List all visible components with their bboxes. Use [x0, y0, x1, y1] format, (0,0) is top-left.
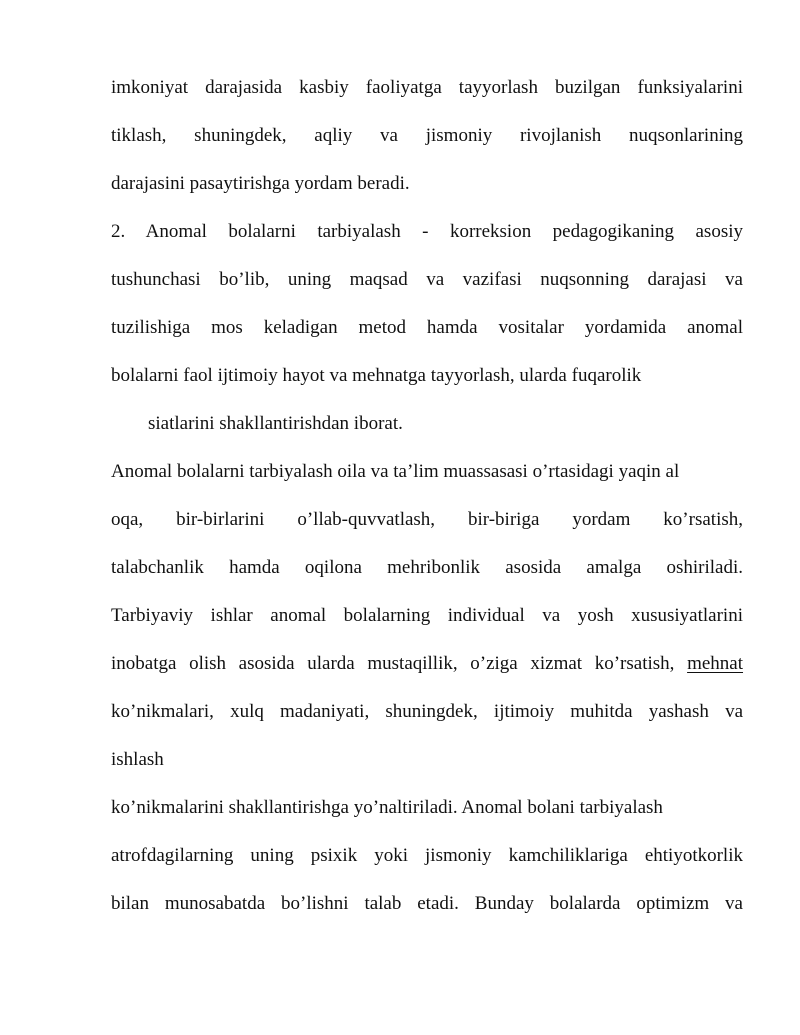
text-line-6: tuzilishiga mos keladigan metod hamda vositalar yordamida anomal	[111, 317, 743, 338]
text-line-2: tiklash, shuningdek, aqliy va jismoniy rivojlanish nuqsonlarining	[111, 125, 743, 146]
text-line-5: tushunchasi bo’lib, uning maqsad va vazifasi nuqsonning darajasi va	[111, 269, 743, 290]
text-line-18: bilan munosabatda bo’lishni talab etadi. Bunday bolalarda optimizm va	[111, 893, 743, 914]
text-line-9: Anomal bolalarni tarbiyalash oila va ta’lim muassasasi o’rtasidagi yaqin al	[111, 461, 680, 482]
text-line-13-body: inobatga olish asosida ularda mustaqillik, o’ziga xizmat ko’rsatish,	[111, 653, 675, 674]
text-line-12: Tarbiyaviy ishlar anomal bolalarning individual va yosh xususiyatlarini	[111, 605, 743, 626]
underlined-word: mehnat	[687, 653, 744, 674]
text-line-8: siatlarini shakllantirishdan iborat.	[148, 413, 403, 434]
text-line-1: imkoniyat darajasida kasbiy faoliyatga tayyorlash buzilgan funksiyalarini	[111, 77, 743, 98]
text-line-16: ko’nikmalarini shakllantirishga yo’naltiriladi. Anomal bolani tarbiyalash	[111, 797, 663, 818]
text-line-13	[111, 651, 743, 677]
text-line-14: ko’nikmalari, xulq madaniyati, shuningdek, ijtimoiy muhitda yashash va	[111, 701, 743, 722]
text-line-7: bolalarni faol ijtimoiy hayot va mehnatga tayyorlash, ularda fuqarolik	[111, 365, 642, 386]
text-line-11: talabchanlik hamda oqilona mehribonlik asosida amalga oshiriladi.	[111, 557, 743, 578]
text-line-10: oqa, bir-birlarini o’llab-quvvatlash, bir-biriga yordam ko’rsatish,	[111, 509, 743, 530]
text-line-17: atrofdagilarning uning psixik yoki jismoniy kamchiliklariga ehtiyotkorlik	[111, 845, 743, 866]
text-line-3: darajasini pasaytirishga yordam beradi.	[111, 173, 410, 194]
text-line-4: 2. Anomal bolalarni tarbiyalash - korreksion pedagogikaning asosiy	[111, 221, 743, 242]
text-line-15: ishlash	[111, 749, 164, 770]
